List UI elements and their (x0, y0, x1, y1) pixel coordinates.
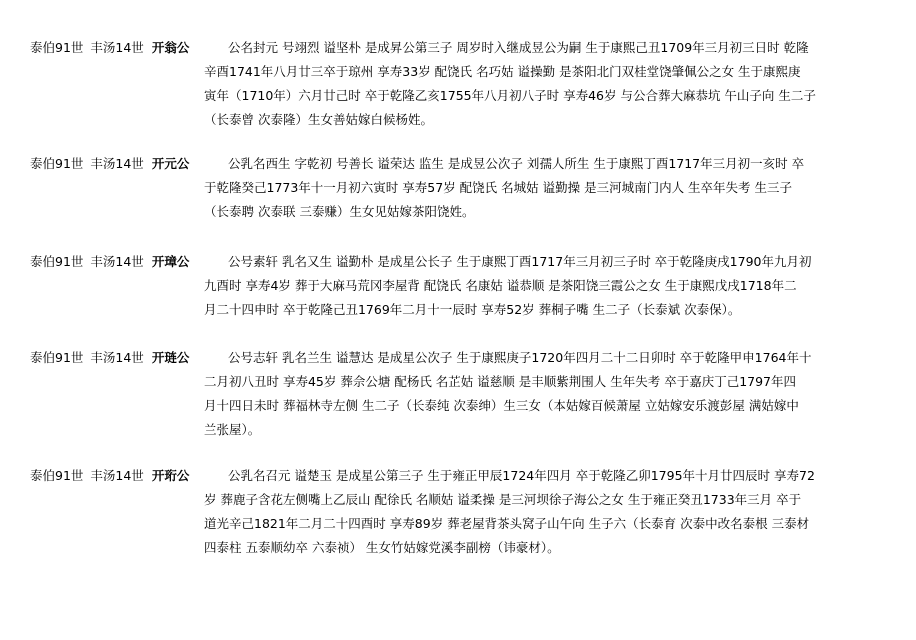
entry-header (30, 152, 189, 176)
generation-label: 丰汤14世 (90, 350, 144, 365)
text-line: 兰张屋）。 (204, 422, 261, 437)
generation-label: 丰汤14世 (90, 468, 144, 483)
generation-label: 丰汤14世 (90, 254, 144, 269)
text-line: 月十四日未时 葬福林寺左侧 生二子（长泰纯 次泰绅）生三女（本姑嫁百候萧屋 立姑嫁安乐渡彭屋 满姑嫁中 (204, 398, 799, 413)
text-line: 九酉时 享寿4岁 葬于大麻马荒冈李屋背 配饶氏 名康姑 谥恭顺 是茶阳饶三霞公之女 生于康熙戊戌1718年二 (204, 278, 797, 293)
lineage-label: 泰伯91世 (30, 468, 84, 483)
text-line: 二月初八丑时 享寿45岁 葬佘公塘 配杨氏 名芷姑 谥慈顺 是丰顺紫荆围人 生年失考 卒于嘉庆丁己1797年四 (204, 374, 797, 389)
entry-header (30, 464, 189, 488)
text-line: （长泰聘 次泰联 三泰赚）生女见姑嫁茶阳饶姓。 (204, 204, 475, 219)
ancestor-name: 开元公 (151, 156, 190, 171)
text-line: 于乾隆癸己1773年十一月初六寅时 享寿57岁 配饶氏 名城姑 谥勤操 是三河城南门内人 生卒年失考 生三子 (204, 180, 793, 195)
lineage-label: 泰伯91世 (30, 254, 84, 269)
text-line: 公乳名西生 字乾初 号善长 谥荣达 监生 是成昱公次子 刘孺人所生 生于康熙丁酉1717年三月初一亥时 卒 (228, 156, 805, 171)
lineage-label: 泰伯91世 (30, 156, 84, 171)
text-line: （长泰曾 次泰隆）生女善姑嫁白候杨姓。 (204, 112, 433, 127)
entry-text (204, 36, 914, 132)
text-line: 公号素轩 乳名又生 谥勤朴 是成星公长子 生于康熙丁酉1717年三月初三子时 卒于乾隆庚戌1790年九月初 (228, 254, 812, 269)
text-line: 辛酉1741年八月廿三卒于琼州 享寿33岁 配饶氏 名巧姑 谥操勤 是茶阳北门双桂堂饶肇佩公之女 生于康熙庚 (204, 64, 801, 79)
entry-header (30, 346, 189, 370)
entry-header (30, 250, 189, 274)
entry-text (204, 250, 914, 322)
generation-label: 丰汤14世 (90, 40, 144, 55)
ancestor-name: 开琏公 (151, 350, 190, 365)
ancestor-name: 开璋公 (151, 254, 190, 269)
entry-header (30, 36, 189, 60)
text-line: 寅年（1710年）六月廿己时 卒于乾隆乙亥1755年八月初八子时 享寿46岁 与公合葬大麻恭坑 午山子向 生二子 (204, 88, 816, 103)
lineage-label: 泰伯91世 (30, 350, 84, 365)
text-line: 四泰柱 五泰顺幼卒 六泰祯） 生女竹姑嫁党溪李副榜（讳豪材）。 (204, 540, 560, 555)
ancestor-name: 开翁公 (151, 40, 190, 55)
generation-label: 丰汤14世 (90, 156, 144, 171)
ancestor-name: 开珩公 (151, 468, 190, 483)
text-line: 公乳名召元 谥楚玉 是成星公第三子 生于雍正甲辰1724年四月 卒于乾隆乙卯1795年十月廿四辰时 享寿72 (228, 468, 815, 483)
lineage-label: 泰伯91世 (30, 40, 84, 55)
text-line: 道光辛己1821年二月二十四酉时 享寿89岁 葬老屋背茶头窝子山午向 生子六（长泰育 次泰中改名泰根 三泰材 (204, 516, 810, 531)
entry-text (204, 464, 914, 560)
text-line: 月二十四申时 卒于乾隆己丑1769年二月十一辰时 享寿52岁 葬桐子嘴 生二子（长泰斌 次泰保）。 (204, 302, 741, 317)
text-line: 公号志轩 乳名兰生 谥慧达 是成星公次子 生于康熙庚子1720年四月二十二日卯时 卒于乾隆甲申1764年十 (228, 350, 812, 365)
text-line: 岁 葬鹿子含花左侧嘴上乙辰山 配徐氏 名顺姑 谥柔操 是三河坝徐子海公之女 生于雍正癸丑1733年三月 卒于 (204, 492, 802, 507)
entry-text (204, 152, 914, 224)
entry-text (204, 346, 914, 442)
text-line: 公名封元 号翊烈 谥坚朴 是成昇公第三子 周岁时入继成昱公为嗣 生于康熙己丑1709年三月初三日时 乾隆 (228, 40, 809, 55)
